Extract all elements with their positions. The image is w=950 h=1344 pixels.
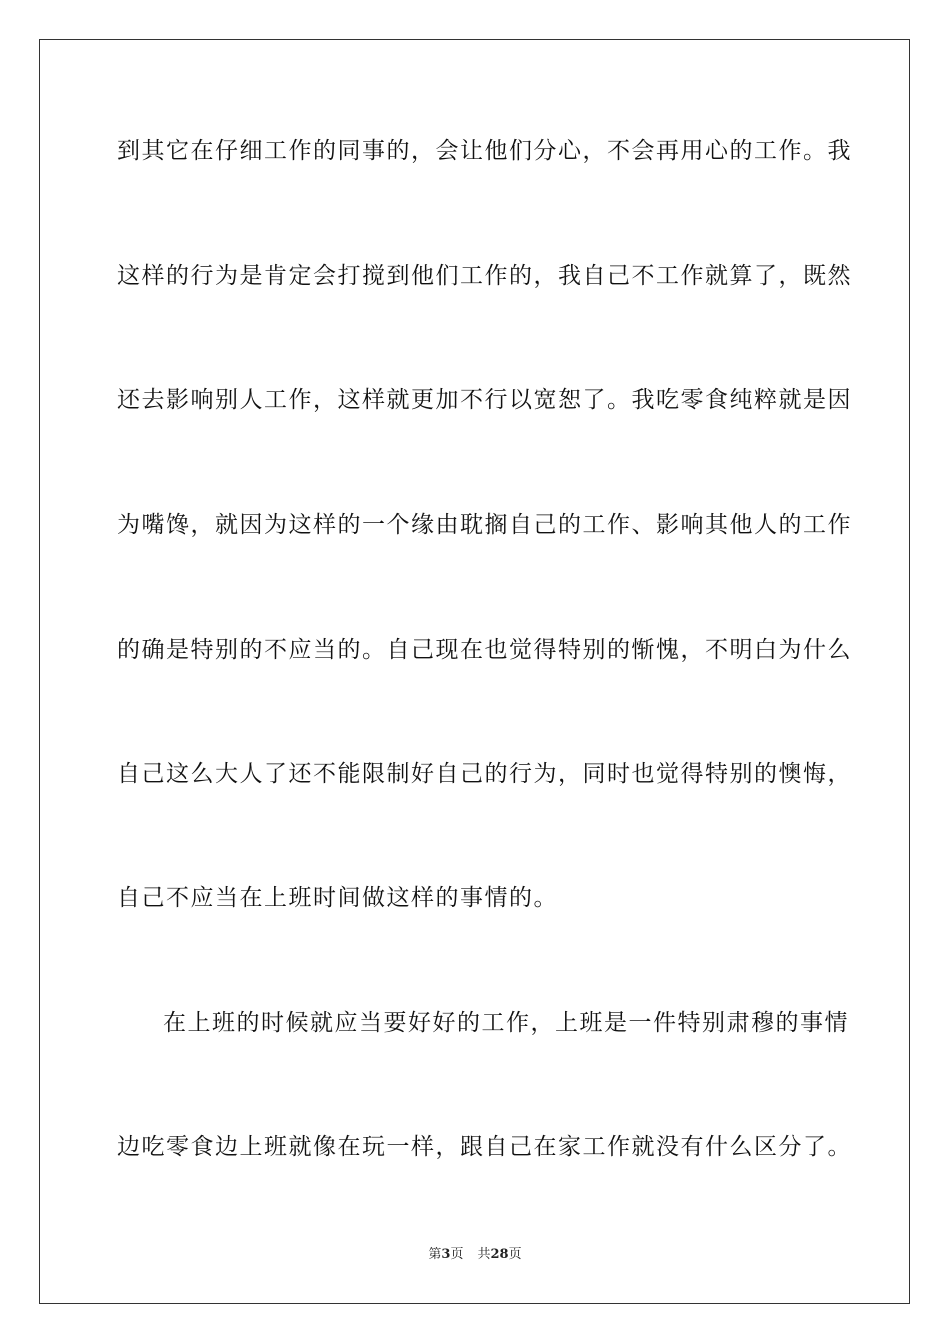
total-prefix: 共	[477, 1247, 491, 1262]
total-suffix: 页	[508, 1247, 522, 1262]
body-text-line-4: 为嘴馋，就因为这样的一个缘由耽搁自己的工作、影响其他人的工作	[117, 512, 852, 538]
page-suffix: 页	[450, 1247, 464, 1262]
body-text-line-5: 的确是特别的不应当的。自己现在也觉得特别的惭愧，不明白为什么	[117, 637, 852, 663]
body-text-line-6: 自己这么大人了还不能限制好自己的行为，同时也觉得特别的懊悔，	[117, 761, 852, 787]
page-current-number: 3	[441, 1247, 451, 1262]
body-text-line-7: 自己不应当在上班时间做这样的事情的。	[117, 885, 558, 911]
page-footer	[0, 1246, 950, 1264]
body-text-line-8: 在上班的时候就应当要好好的工作，上班是一件特别肃穆的事情	[163, 1010, 849, 1036]
page-total-number: 28	[490, 1247, 509, 1262]
page-prefix: 第	[428, 1247, 442, 1262]
body-text-line-2: 这样的行为是肯定会打搅到他们工作的，我自己不工作就算了，既然	[117, 263, 852, 289]
body-text-line-3: 还去影响别人工作，这样就更加不行以宽恕了。我吃零食纯粹就是因	[117, 387, 852, 413]
body-text-line-1: 到其它在仔细工作的同事的，会让他们分心，不会再用心的工作。我	[117, 138, 852, 164]
page-border	[39, 39, 910, 1304]
body-text-line-9: 边吃零食边上班就像在玩一样，跟自己在家工作就没有什么区分了。	[117, 1134, 852, 1160]
